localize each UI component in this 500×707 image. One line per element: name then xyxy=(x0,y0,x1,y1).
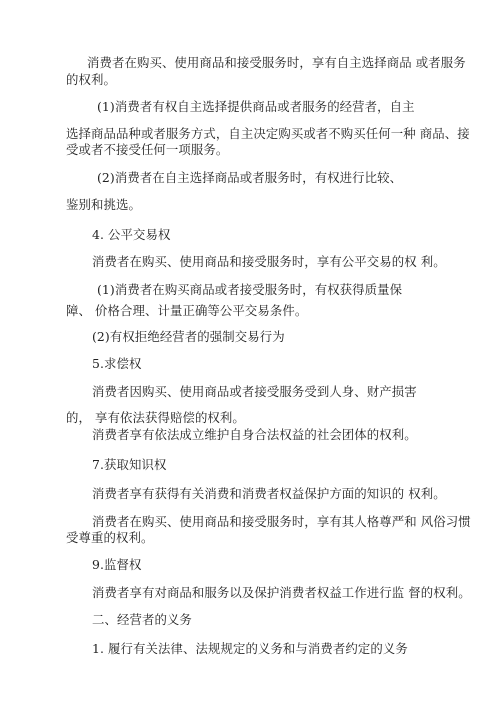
paragraph-line: (1)消费者有权自主选择提供商品或者服务的经营者，自主 xyxy=(97,99,415,114)
paragraph-line: 受尊重的权利。 xyxy=(66,530,154,545)
section-heading: 1. 履行有关法律、法规规定的义务和与消费者约定的义务 xyxy=(92,641,408,656)
section-heading: 4. 公平交易权 xyxy=(92,227,171,242)
paragraph-line: (2)有权拒绝经营者的强制交易行为 xyxy=(92,329,285,344)
paragraph-line: 选择商品品种或者服务方式，自主决定购买或者不购买任何一种 商品、接 xyxy=(66,126,470,141)
paragraph-line: 消费者享有获得有关消费和消费者权益保护方面的知识的 权利。 xyxy=(92,486,446,501)
paragraph-line: 的权利。 xyxy=(66,72,116,87)
paragraph-line: (1)消费者在购买商品或者接受服务时，有权获得质量保 xyxy=(97,282,403,297)
paragraph-line: 消费者享有对商品和服务以及保护消费者权益工作进行监 督的权利。 xyxy=(92,585,471,600)
paragraph-line: 障、 价格合理、计量正确等公平交易条件。 xyxy=(66,303,308,318)
paragraph-line: (2)消费者在自主选择商品或者服务时，有权进行比较、 xyxy=(97,170,403,185)
paragraph-line: 受或者不接受任何一项服务。 xyxy=(66,142,229,157)
paragraph-line: 消费者享有依法成立维护自身合法权益的社会团体的权利。 xyxy=(92,427,417,442)
paragraph-line: 的， 享有依法获得赔偿的权利。 xyxy=(66,410,245,425)
paragraph-line: 消费者因购买、使用商品或者接受服务受到人身、财产损害 xyxy=(92,384,417,399)
section-heading: 7.获取知识权 xyxy=(92,457,167,472)
paragraph-line: 消费者在购买、使用商品和接受服务时，享有其人格尊严和 风俗习惯 xyxy=(92,514,471,529)
paragraph-line: 消费者在购买、使用商品和接受服务时，享有自主选择商品 或者服务 xyxy=(87,55,466,70)
section-heading: 5.求偿权 xyxy=(92,356,142,371)
section-heading: 9.监督权 xyxy=(92,557,142,572)
section-heading: 二、经营者的义务 xyxy=(92,612,192,627)
paragraph-line: 鉴别和挑选。 xyxy=(66,197,141,212)
paragraph-line: 消费者在购买、使用商品和接受服务时，享有公平交易的权 利。 xyxy=(92,254,446,269)
